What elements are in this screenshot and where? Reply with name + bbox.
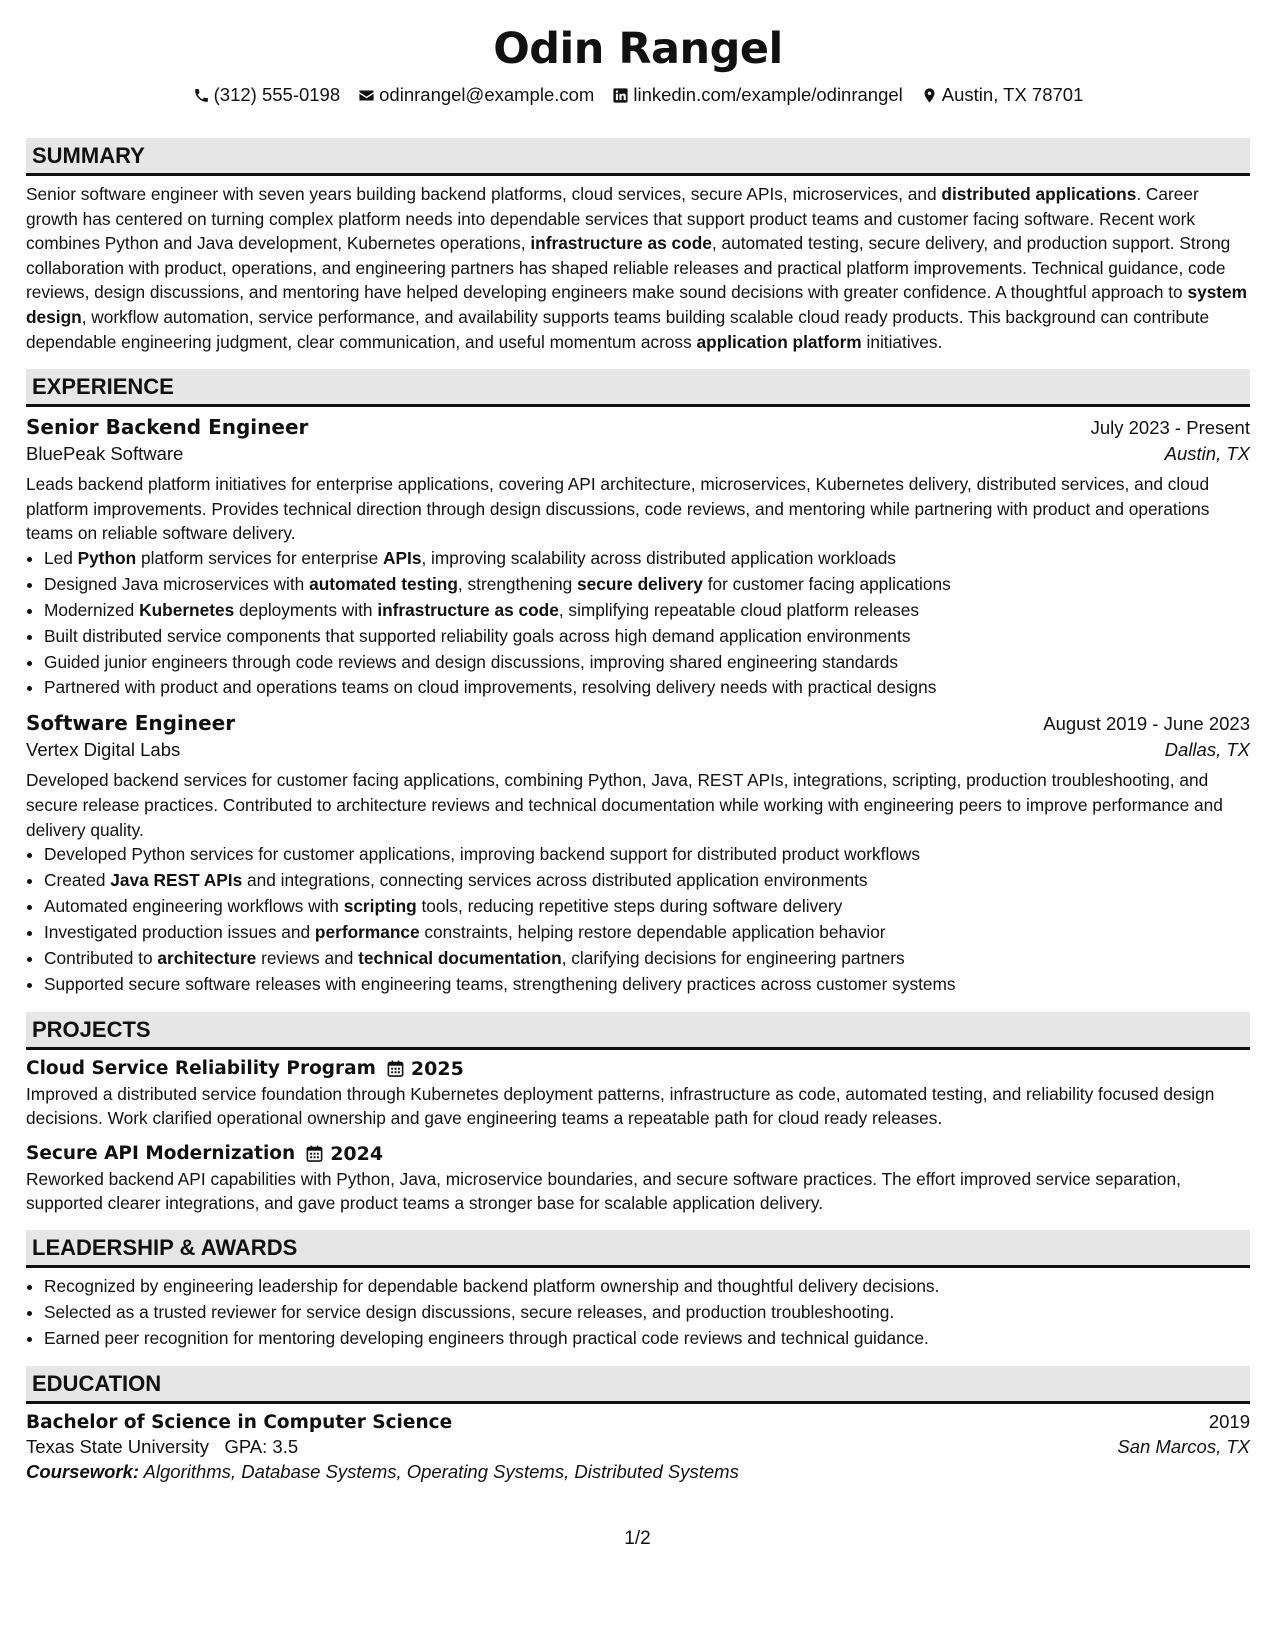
bullet-item (44, 572, 1250, 598)
bullet-run: Investigated production issues and (44, 921, 315, 942)
bullet-item (44, 624, 1250, 650)
bold-keyword: Python (77, 547, 137, 568)
bullet-item (44, 650, 1250, 676)
summary-text (26, 182, 1250, 354)
bullet-item (44, 675, 1250, 701)
education-entry (26, 1411, 1250, 1483)
bold-keyword: technical documentation (358, 947, 562, 968)
project-description: Improved a distributed service foundation through Kubernetes deployment patterns, infrastructure as code, automated testing, and reliability focused design decisions. Work clarified operational ownership and gave engineering teams a repeatable path for cloud ready releases. (26, 1083, 1215, 1129)
summary-run: , workflow automation, service performance, and availability supports teams building scalable cloud ready products. This background can contribute dependable engineering judgment, clear communication, and useful momentum across (26, 306, 1210, 352)
bullet-run: , simplifying repeatable cloud platform releases (558, 599, 920, 620)
bold-keyword: scripting (343, 895, 417, 916)
bullet-item (44, 842, 1250, 868)
bullet-run: Led (44, 547, 78, 568)
bold-keyword: performance (314, 921, 420, 942)
bullet-run: constraints, helping restore dependable application behavior (419, 921, 886, 942)
email-link[interactable]: odinrangel@example.com (379, 84, 595, 105)
contact-email (358, 82, 594, 108)
job-location: Austin, TX (1164, 443, 1250, 465)
school-line (26, 1436, 298, 1458)
location-text: Austin, TX 78701 (941, 84, 1084, 105)
gpa: GPA: 3.5 (224, 1435, 299, 1457)
job-description: Leads backend platform initiatives for enterprise applications, covering API architecture, microservices, Kubernetes delivery, distributed services, and cloud platform improvements. Provides technical direction through design discussions, code reviews, and mentoring while partnering with product and operations teams on reliable software delivery. (26, 474, 1210, 544)
bullet-run: Contributed to (44, 947, 158, 968)
degree: Bachelor of Science in Computer Science (26, 1411, 453, 1433)
phone-number: (312) 555-0198 (213, 84, 341, 105)
education-heading: EDUCATION (26, 1366, 1250, 1404)
bullet-run: Built distributed service components that supported reliability goals across high demand application environments (44, 625, 911, 646)
summary-run: Senior software engineer with seven years building backend platforms, cloud services, secure APIs, microservices, and (26, 184, 942, 204)
bullet-item (44, 598, 1250, 624)
bullet-run: Modernized (44, 599, 140, 620)
bold-keyword: application platform (696, 331, 862, 352)
project-year-text: 2025 (410, 1057, 464, 1080)
job-location: Dallas, TX (1164, 739, 1250, 761)
job-description: Developed backend services for customer facing applications, combining Python, Java, REST APIs, integrations, scripting, production troubleshooting, and secure release practices. Contributed to architecture reviews and technical documentation while working with engineering peers to improve performance and delivery quality. (26, 770, 1223, 840)
bullet-item (44, 920, 1250, 946)
bullet-run: deployments with (234, 599, 378, 620)
summary-run: , automated testing, secure delivery, and production support. Strong collaboration with product, operations, and engineering partners has shaped reliable releases and practical platform improvements. Technical guidance, code reviews, design discussions, and mentoring have helped developing engineers make sound decisions with greater confidence. A thoughtful approach to (26, 233, 1231, 303)
graduation-year: 2019 (1208, 1410, 1250, 1432)
project-title: Secure API Modernization (26, 1143, 296, 1165)
project-description: Reworked backend API capabilities with Python, Java, microservice boundaries, and secure software practices. The effort improved service separation, supported clearer integrations, and gave product teams a stronger base for scalable application delivery. (26, 1168, 1181, 1214)
award-item: • Earned peer recognition for mentoring developing engineers through practical code reviews and technical guidance. (44, 1326, 1250, 1352)
bold-keyword: secure delivery (577, 573, 703, 594)
coursework-label: Coursework: (26, 1460, 140, 1482)
map-pin-icon (921, 87, 938, 104)
linkedin-link[interactable]: linkedin.com/example/odinrangel (633, 84, 903, 105)
bullet-item (44, 946, 1250, 972)
coursework (26, 1461, 1250, 1483)
bullet-run: Partnered with product and operations teams on cloud improvements, resolving delivery needs with practical designs (44, 677, 937, 698)
bullet-run: , strengthening (457, 573, 578, 594)
project-year-text: 2024 (330, 1142, 384, 1165)
contact-location (921, 82, 1084, 108)
envelope-icon (358, 87, 375, 104)
job-dates: August 2019 - June 2023 (1043, 713, 1250, 735)
bullet-item (44, 868, 1250, 894)
contact-phone (193, 82, 341, 108)
project-year (386, 1058, 464, 1080)
awards-list (26, 1274, 1250, 1352)
summary-run: . Career growth has centered on turning complex platform needs into dependable services that support product teams and customer facing software. Recent work combines Python and Java development, Kubernetes operations, (26, 184, 1199, 254)
school-location: San Marcos, TX (1117, 1435, 1250, 1457)
bullet-run: for customer facing applications (702, 573, 951, 594)
candidate-name: Odin Rangel (493, 24, 783, 74)
job-bullets (26, 842, 1250, 997)
bold-keyword: infrastructure as code (377, 599, 559, 620)
contact-linkedin (612, 82, 902, 108)
summary-run: initiatives. (861, 331, 943, 352)
bullet-run: Automated engineering workflows with (44, 895, 344, 916)
phone-icon (193, 87, 210, 104)
contact-bar (26, 82, 1250, 108)
calendar-icon (305, 1144, 324, 1163)
bold-keyword: Kubernetes (139, 599, 235, 620)
bullet-item (44, 546, 1250, 572)
bullet-item (44, 894, 1250, 920)
company-name: BluePeak Software (26, 443, 184, 465)
bullet-item (44, 972, 1250, 998)
bold-keyword: system design (26, 282, 1248, 327)
page-number: 1/2 (624, 1528, 651, 1549)
bullet-run: Supported secure software releases with engineering teams, strengthening delivery practices across customer systems (44, 973, 956, 994)
job-entry (26, 415, 1250, 701)
bold-keyword: architecture (157, 947, 257, 968)
job-dates: July 2023 - Present (1090, 417, 1250, 439)
project-title: Cloud Service Reliability Program (26, 1058, 376, 1080)
award-item: • Selected as a trusted reviewer for service design discussions, secure releases, and production troubleshooting. (44, 1300, 1250, 1326)
summary-heading: SUMMARY (26, 138, 1250, 176)
bullet-run: tools, reducing repetitive steps during software delivery (416, 895, 843, 916)
bullet-run: Developed Python services for customer applications, improving backend support for distributed product workflows (44, 844, 921, 865)
projects-heading: PROJECTS (26, 1012, 1250, 1050)
bullet-run: Created (44, 870, 111, 891)
coursework-list: Algorithms, Database Systems, Operating Systems, Distributed Systems (143, 1460, 739, 1482)
bold-keyword: automated testing (309, 573, 458, 594)
bullet-run: and integrations, connecting services across distributed application environments (242, 870, 868, 891)
school-name: Texas State University (26, 1435, 210, 1457)
bullet-run: reviews and (256, 947, 359, 968)
bold-keyword: distributed applications (941, 184, 1137, 204)
awards-heading: LEADERSHIP & AWARDS (26, 1230, 1250, 1268)
job-entry (26, 711, 1250, 997)
bullet-run: Designed Java microservices with (44, 573, 310, 594)
job-title: Software Engineer (26, 711, 236, 736)
project-entry (26, 1143, 1250, 1216)
resume-page (26, 0, 1250, 1483)
bullet-run: , clarifying decisions for engineering partners (561, 947, 905, 968)
job-bullets (26, 546, 1250, 701)
bold-keyword: Java REST APIs (110, 870, 243, 891)
project-year (305, 1143, 383, 1165)
bold-keyword: APIs (383, 547, 422, 568)
linkedin-icon (612, 87, 629, 104)
bold-keyword: infrastructure as code (530, 233, 712, 254)
company-name: Vertex Digital Labs (26, 739, 181, 761)
award-item: • Recognized by engineering leadership for dependable backend platform ownership and thoughtful delivery decisions. (44, 1274, 1250, 1300)
job-title: Senior Backend Engineer (26, 415, 309, 440)
project-entry (26, 1058, 1250, 1131)
bullet-run: , improving scalability across distributed application workloads (421, 547, 896, 568)
experience-heading: EXPERIENCE (26, 369, 1250, 407)
bullet-run: platform services for enterprise (136, 547, 384, 568)
bullet-run: Guided junior engineers through code reviews and design discussions, improving shared engineering standards (44, 651, 899, 672)
calendar-icon (386, 1059, 405, 1078)
